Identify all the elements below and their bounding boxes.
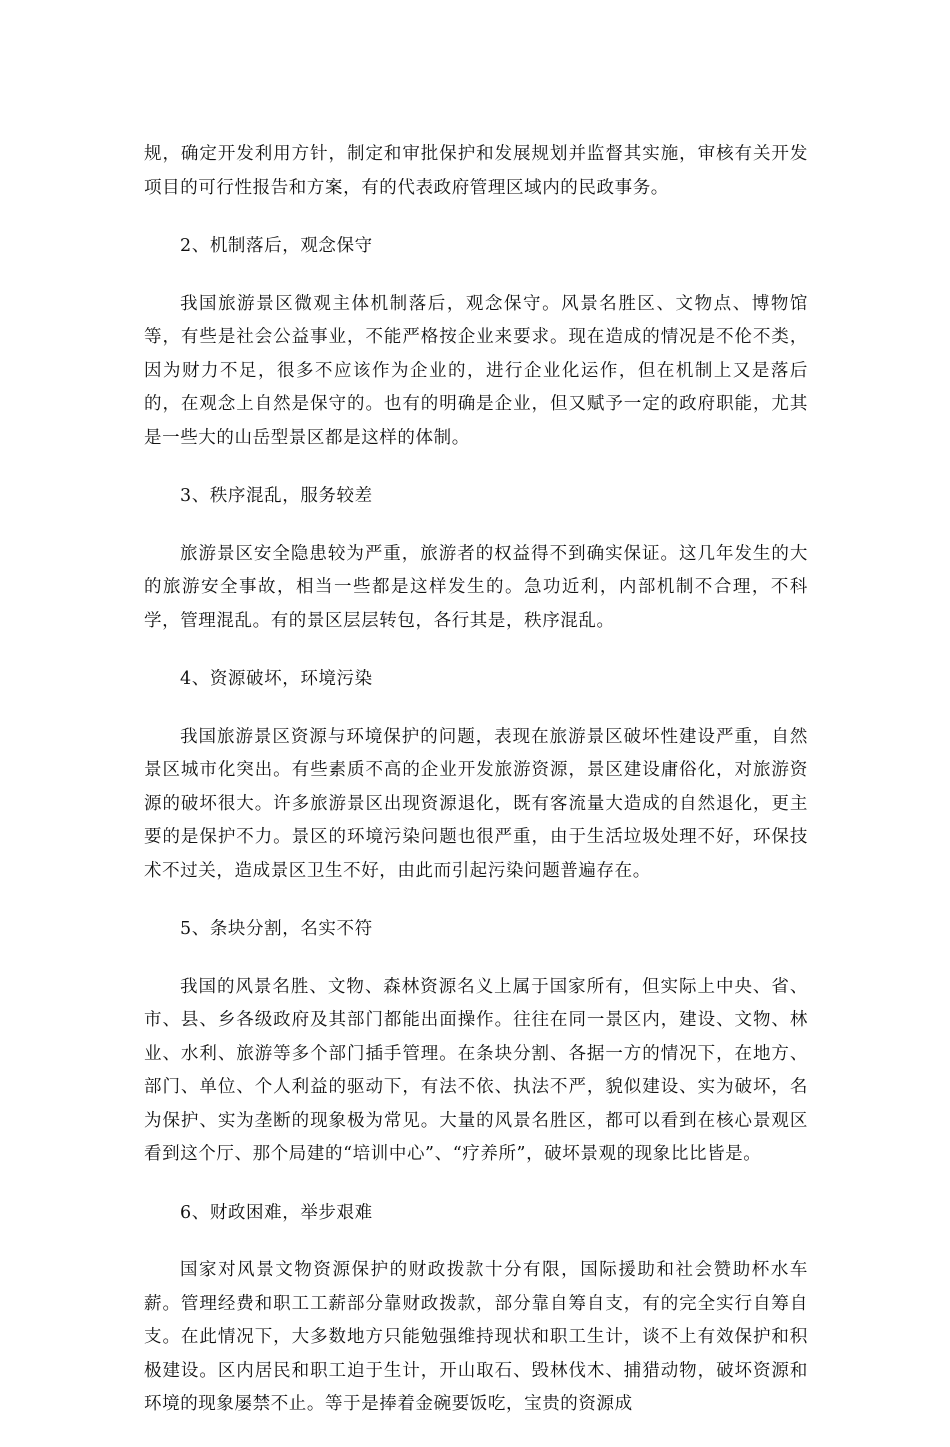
continued-paragraph: 规，确定开发利用方针，制定和审批保护和发展规划并监督其实施，审核有关开发项目的可行性报告和方案，有的代表政府管理区域内的民政事务。 — [144, 144, 808, 198]
document-body — [144, 138, 808, 1447]
section-heading-6: 6、财政困难，举步艰难 — [180, 1202, 373, 1223]
section-body-6: 国家对风景文物资源保护的财政拨款十分有限，国际援助和社会赞助杯水车薪。管理经费和职工工薪部分靠财政拨款，部分靠自筹自支，有的完全实行自筹自支。在此情况下，大多数地方只能勉强维持现状和职工生计，谈不上有效保护和积极建设。区内居民和职工迫于生计，开山取石、毁林伐木、捕猎动物，破坏资源和环境的现象屡禁不止。等于是捧着金碗要饭吃，宝贵的资源成 — [144, 1260, 808, 1414]
section-heading-5: 5、条块分割，名实不符 — [180, 919, 373, 939]
section-heading-2: 2、机制落后，观念保守 — [180, 236, 373, 256]
section-body-5: 我国的风景名胜、文物、森林资源名义上属于国家所有，但实际上中央、省、市、县、乡各级政府及其部门都能出面操作。往往在同一景区内，建设、文物、林业、水利、旅游等多个部门插手管理。在条块分割、各据一方的情况下，在地方、部门、单位、个人利益的驱动下，有法不依、执法不严，貌似建设、实为破坏，名为保护、实为垄断的现象极为常见。大量的风景名胜区，都可以看到在核心景观区看到这个厅、那个局建的“培训中心”、“疗养所”，破坏景观的现象比比皆是。 — [144, 976, 808, 1164]
section-body-2: 我国旅游景区微观主体机制落后，观念保守。风景名胜区、文物点、博物馆等，有些是社会公益事业，不能严格按企业来要求。现在造成的情况是不伦不类，因为财力不足，很多不应该作为企业的，进行企业化运作，但在机制上又是落后的，在观念上自然是保守的。也有的明确是企业，但又赋予一定的政府职能，尤其是一些大的山岳型景区都是这样的体制。 — [144, 293, 808, 448]
section-heading-3: 3、秩序混乱，服务较差 — [180, 486, 373, 506]
section-heading-4: 4、资源破坏，环境污染 — [180, 669, 373, 689]
section-body-3: 旅游景区安全隐患较为严重，旅游者的权益得不到确实保证。这几年发生的大的旅游安全事故，相当一些都是这样发生的。急功近利，内部机制不合理，不科学，管理混乱。有的景区层层转包，各行其是，秩序混乱。 — [144, 543, 808, 631]
section-body-4: 我国旅游景区资源与环境保护的问题，表现在旅游景区破坏性建设严重，自然景区城市化突出。有些素质不高的企业开发旅游资源，景区建设庸俗化，对旅游资源的破坏很大。许多旅游景区出现资源退化，既有客流量大造成的自然退化，更主要的是保护不力。景区的环境污染问题也很严重，由于生活垃圾处理不好，环保技术不过关，造成景区卫生不好，由此而引起污染问题普遍存在。 — [144, 726, 808, 881]
